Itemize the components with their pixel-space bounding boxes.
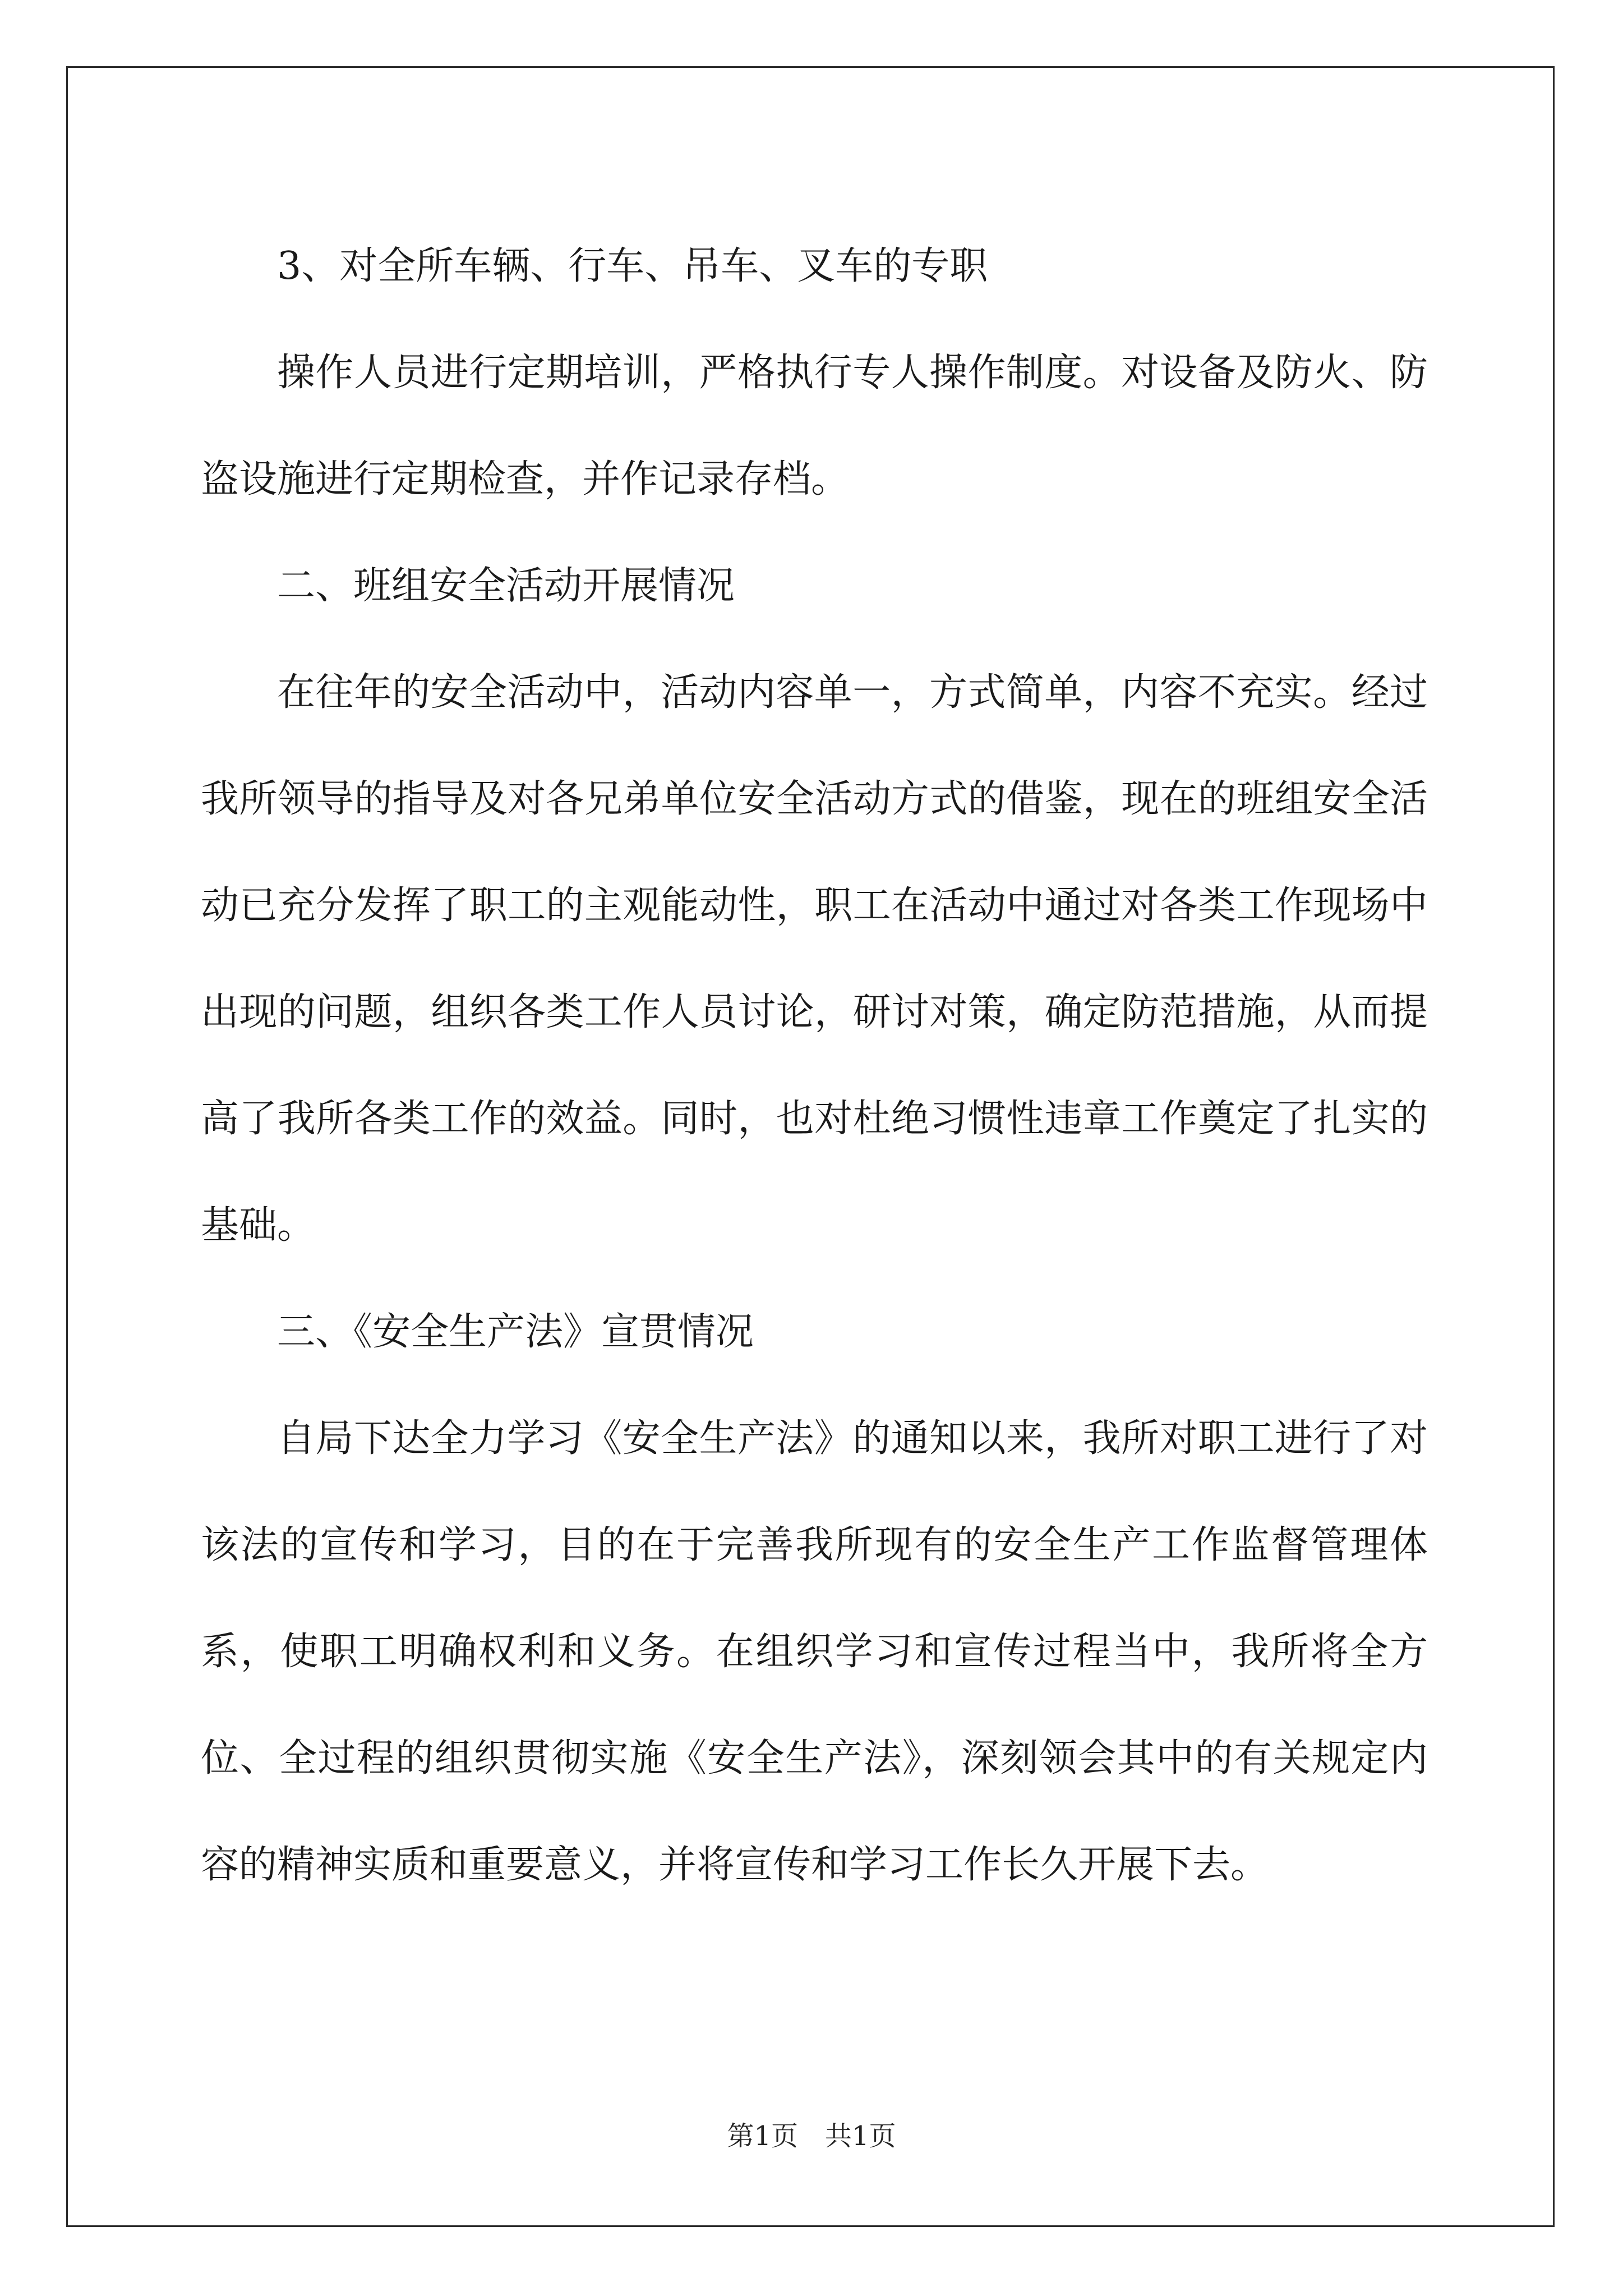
paragraph-training: 操作人员进行定期培训，严格执行专人操作制度。对设备及防火、防盗设施进行定期检查，并作记录存档。 — [201, 351, 1428, 501]
page-footer: 第1页 共1页 — [727, 2120, 896, 2152]
paragraph-safety-law: 自局下达全力学习《安全生产法》的通知以来，我所对职工进行了对该法的宣传和学习，目的在于完善我所现有的安全生产工作监督管理体系，使职工明确权利和义务。在组织学习和宣传过程当中，我所将全方位、全过程的组织贯彻实施《安全生产法》，深刻领会其中的有关规定内容的精神实质和重要意义，并将宣传和学习工作长久开展下去。 — [201, 1416, 1428, 1887]
paragraph-team-activities: 在往年的安全活动中，活动内容单一，方式简单，内容不充实。经过我所领导的指导及对各兄弟单位安全活动方式的借鉴，现在的班组安全活动已充分发挥了职工的主观能动性，职工在活动中通过对各类工作现场中出现的问题，组织各类工作人员讨论，研讨对策，确定防范措施，从而提高了我所各类工作的效益。同时，也对杜绝习惯性违章工作奠定了扎实的基础。 — [201, 670, 1428, 1248]
document-body — [201, 213, 1428, 1918]
section-heading-3: 三、《安全生产法》宣贯情况 — [277, 1310, 754, 1354]
paragraph-item-3: 3、对全所车辆、行车、吊车、叉车的专职 — [277, 244, 988, 288]
section-heading-2: 二、班组安全活动开展情况 — [277, 564, 735, 608]
